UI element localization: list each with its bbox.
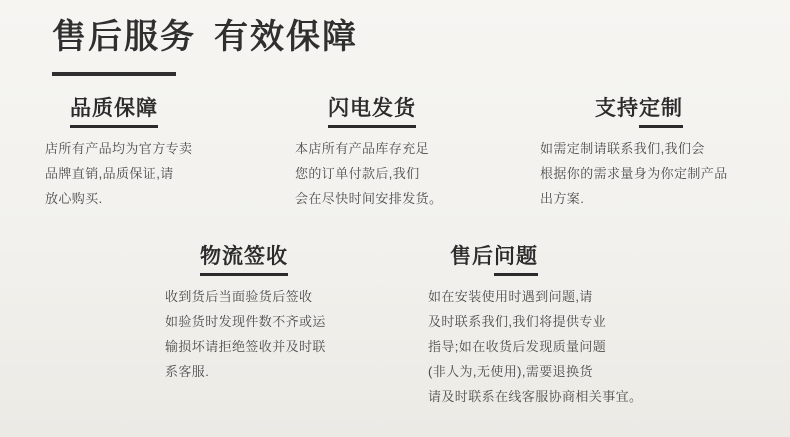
page-title-wrap [52, 14, 358, 60]
section-quality-body [45, 136, 260, 211]
section-after-sale-title [450, 240, 695, 276]
section-quality-line-3: 放心购买. [45, 191, 103, 206]
section-custom-line-1: 如需定制请联系我们,我们会 [540, 141, 705, 156]
section-after-sale-title-prefix: 售后 [450, 245, 494, 268]
section-logistics-line-4: 系客服. [165, 364, 210, 379]
section-quality-title: 品质保障 [70, 92, 158, 128]
page-title-underline [52, 72, 176, 76]
section-logistics-title: 物流签收 [200, 240, 288, 276]
section-shipping-line-1: 本店所有产品库存充足 [295, 141, 430, 156]
section-logistics-line-2: 如验货时发现件数不齐或运 [165, 314, 326, 329]
section-after-sale-line-3: 指导;如在收货后发现质量问题 [428, 339, 607, 354]
page-title [52, 14, 358, 60]
section-shipping [295, 92, 510, 211]
section-after-sale-line-2: 及时联系我们,我们将提供专业 [428, 314, 607, 329]
section-custom-line-3: 出方案. [540, 191, 585, 206]
section-after-sale-title-suffix: 问题 [494, 240, 538, 276]
section-after-sale-line-4: (非人为,无使用),需要退换货 [428, 364, 593, 379]
section-custom-title-prefix: 支持 [595, 97, 639, 120]
section-quality [45, 92, 260, 211]
section-quality-line-1: 店所有产品均为官方专卖 [45, 141, 193, 156]
section-custom-title [595, 92, 765, 128]
section-logistics-line-3: 输损坏请拒绝签收并及时联 [165, 339, 326, 354]
section-quality-line-2: 品牌直销,品质保证,请 [45, 166, 174, 181]
section-after-sale-line-1: 如在安装使用时遇到问题,请 [428, 289, 593, 304]
section-custom-body [540, 136, 765, 211]
section-shipping-title: 闪电发货 [328, 92, 416, 128]
section-custom-line-2: 根据你的需求量身为你定制产品 [540, 166, 728, 181]
section-shipping-body [295, 136, 510, 211]
section-after-sale-line-5: 请及时联系在线客服协商相关事宜。 [428, 389, 643, 404]
section-logistics-body [165, 284, 385, 384]
section-logistics [155, 240, 385, 384]
section-shipping-line-3: 会在尽快时间安排发货。 [295, 191, 443, 206]
section-custom-title-suffix: 定制 [639, 92, 683, 128]
section-after-sale [420, 240, 695, 409]
section-shipping-line-2: 您的订单付款后,我们 [295, 166, 420, 181]
page-title-part2: 有效保障 [214, 18, 358, 56]
section-after-sale-body [428, 284, 695, 409]
section-custom [540, 92, 765, 211]
page-title-part1: 售后服务 [52, 18, 196, 56]
section-logistics-line-1: 收到货后当面验货后签收 [165, 289, 313, 304]
